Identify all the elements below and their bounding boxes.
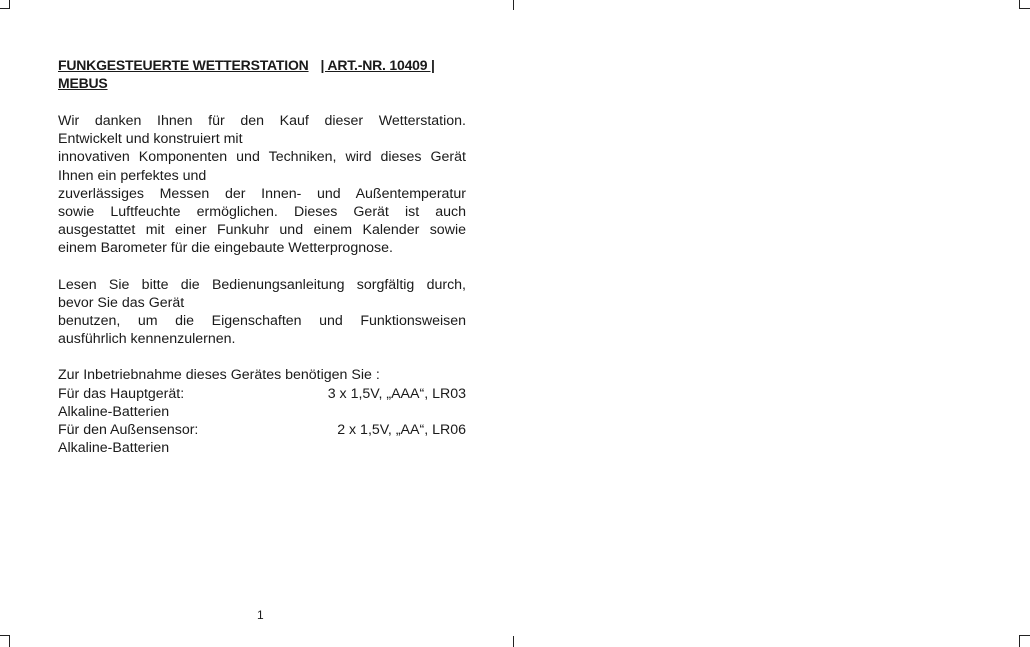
text-line: ausführlich kennenzulernen. — [58, 331, 236, 348]
text-line: sowie Luftfeuchte ermöglichen. Dieses Gerät ist auch — [58, 204, 466, 221]
title-product: FUNKGESTEUERTE WETTERSTATION — [58, 57, 309, 73]
text-line: Wir danken Ihnen für den Kauf dieser Wetterstation. — [58, 113, 466, 129]
sensor-label: Für den Außensensor: — [58, 422, 199, 439]
crop-mark — [9, 635, 10, 647]
crop-mark — [1019, 635, 1020, 647]
page-number: 1 — [257, 608, 264, 622]
text-line: ausgestattet mit einer Funkuhr und einem Kalender sowie — [58, 222, 466, 239]
instructions-paragraph — [58, 276, 466, 349]
fold-mark — [513, 0, 514, 10]
requirements-intro: Zur Inbetriebnahme dieses Gerätes benötigen Sie : — [58, 367, 380, 384]
main-unit-row — [58, 385, 466, 403]
title-brand: MEBUS — [58, 75, 108, 91]
battery-requirements — [58, 366, 466, 457]
document-title — [58, 56, 466, 92]
text-line: Ihnen ein perfektes und — [58, 167, 207, 184]
intro-paragraph — [58, 112, 466, 258]
text-line: einem Barometer für die eingebaute Wetterprognose. — [58, 240, 393, 257]
text-line: Lesen Sie bitte die Bedienungsanleitung sorgfältig durch, — [58, 276, 466, 293]
crop-mark — [9, 0, 10, 9]
crop-mark — [1019, 8, 1030, 9]
sensor-value: 2 x 1,5V, „AA“, LR06 — [337, 422, 466, 439]
crop-mark — [0, 635, 9, 636]
sensor-row — [58, 421, 466, 439]
crop-mark — [1019, 635, 1030, 636]
sensor-battery-type: Alkaline-Batterien — [58, 440, 170, 457]
document-page — [58, 56, 466, 457]
text-line: innovativen Komponenten und Techniken, wird dieses Gerät — [58, 149, 466, 166]
main-unit-value: 3 x 1,5V, „AAA“, LR03 — [327, 385, 466, 402]
text-line: bevor Sie das Gerät — [58, 294, 185, 311]
crop-mark — [0, 8, 9, 9]
text-line: benutzen, um die Eigenschaften und Funktionsweisen — [58, 313, 466, 330]
main-unit-label: Für das Hauptgerät: — [58, 385, 185, 402]
title-article-number: | ART.-NR. 10409 | — [320, 57, 435, 73]
fold-mark — [513, 636, 514, 647]
text-line: zuverlässiges Messen der Innen- und Außentemperatur — [58, 185, 466, 202]
text-line: Entwickelt und konstruiert mit — [58, 131, 243, 148]
main-unit-battery-type: Alkaline-Batterien — [58, 403, 170, 420]
